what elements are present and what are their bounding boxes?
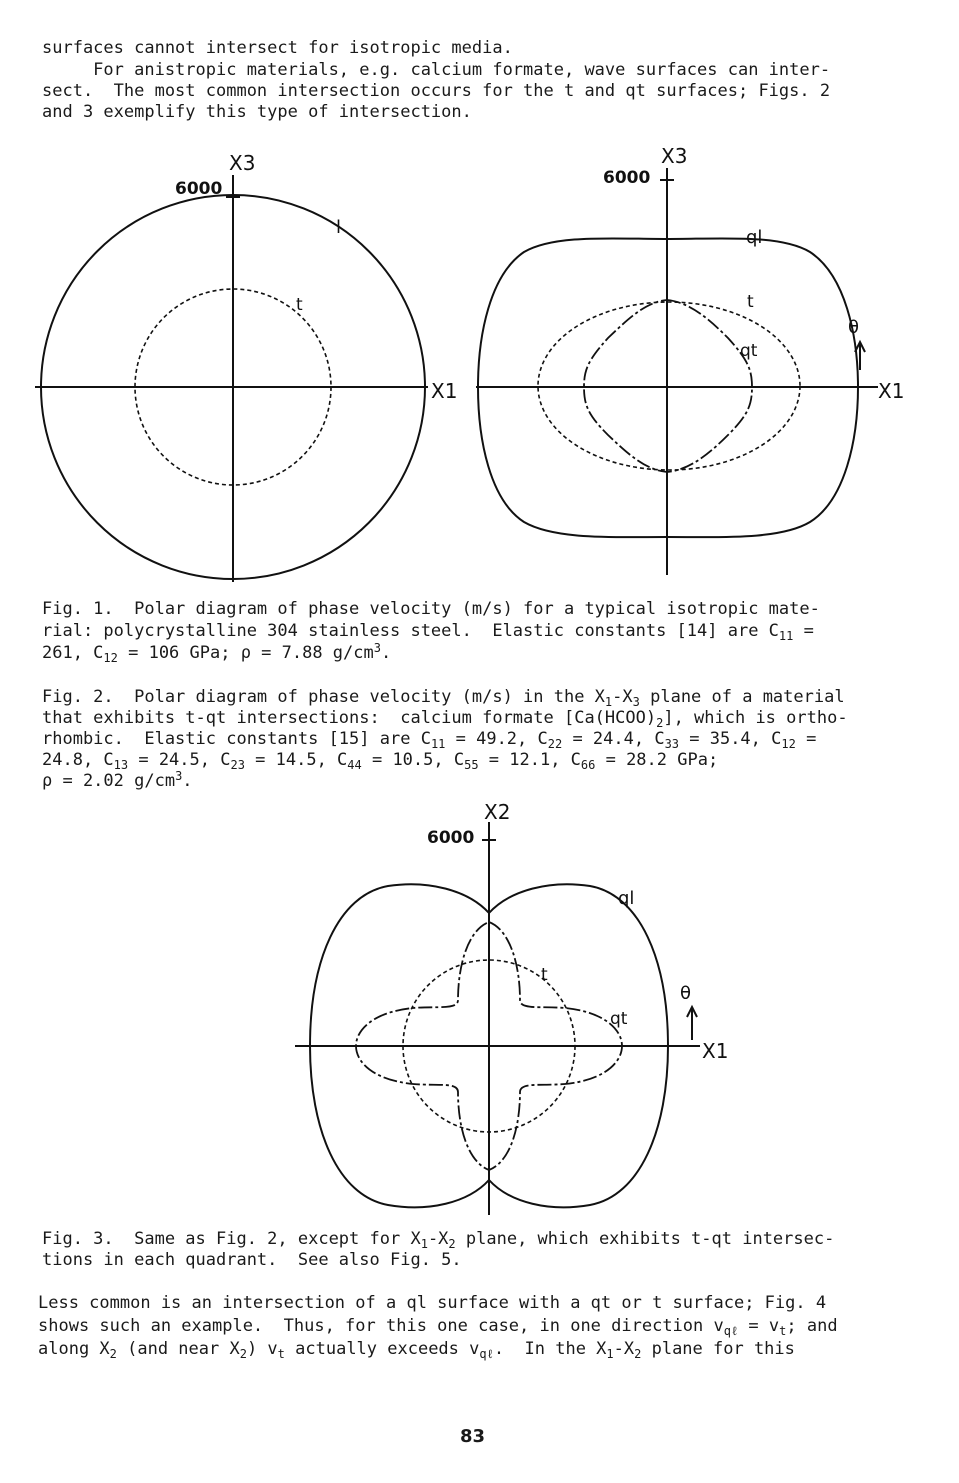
fig3-caption-line-1: Fig. 3. Same as Fig. 2, except for $X_1-X_2$ plane, which exhibits t-qt intersec- bbox=[42, 1229, 835, 1251]
fig3-axis-right-label: X1 bbox=[702, 1039, 729, 1063]
fig2-caption-line-3: rhombic. Elastic constants [15] are $C_{11} = 49.2$, $C_{22} = 24.4$, $C_{33} = 35.4$, $C_{12}$ = bbox=[42, 729, 817, 751]
fig3-ql-label: ql bbox=[618, 888, 635, 909]
fig1-l-label: l bbox=[336, 217, 342, 238]
intro-line-1: surfaces cannot intersect for isotropic media. bbox=[42, 38, 513, 58]
fig2-caption-line-4: 24.8, $C_{13} = 24.5$, $C_{23} = 14.5$, $C_{44} = 10.5$, $C_{55} = 12.1$, $C_{66} = 28.2$ GPa; bbox=[42, 750, 719, 772]
fig3-tick-label: 6000 bbox=[427, 828, 475, 848]
fig2-ql-label: ql bbox=[746, 227, 763, 248]
intro-line-3: sect. The most common intersection occurs for the t and qt surfaces; Figs. 2 bbox=[42, 81, 831, 101]
figure-2-polar-diagram bbox=[470, 140, 950, 590]
fig1-t-label: t bbox=[296, 295, 303, 315]
body-line-2: shows such an example. Thus, for this one case, in one direction $v_{q\ell} = v_t$; and bbox=[38, 1316, 838, 1338]
page-number: 83 bbox=[460, 1426, 486, 1447]
fig2-caption-line-2: that exhibits t-qt intersections: calcium formate $[Ca(HCOO)_2]$, which is ortho- bbox=[42, 708, 848, 730]
fig3-t-label: t bbox=[541, 965, 548, 985]
fig2-tick-label: 6000 bbox=[603, 168, 651, 188]
body-line-3: along $X_2$ (and near $X_2$) $v_t$ actually exceeds $v_{q\ell}$. In the $X_1-X_2$ plane for this bbox=[38, 1339, 795, 1361]
fig3-theta-label: θ bbox=[680, 983, 692, 1004]
body-line-1: Less common is an intersection of a ql surface with a qt or t surface; Fig. 4 bbox=[38, 1293, 827, 1313]
intro-line-4: and 3 exemplify this type of intersection. bbox=[42, 102, 472, 122]
fig1-axis-top-label: X3 bbox=[229, 151, 256, 175]
figure-1-polar-diagram bbox=[0, 140, 480, 590]
fig2-caption-line-5: ρ = 2.02 $g/cm^3$. bbox=[42, 769, 193, 791]
fig2-theta-label: θ bbox=[848, 317, 860, 338]
fig1-caption-line-1: Fig. 1. Polar diagram of phase velocity (m/s) for a typical isotropic mate- bbox=[42, 599, 820, 619]
fig3-axis-top-label: X2 bbox=[484, 800, 511, 824]
fig3-caption-line-2: tions in each quadrant. See also Fig. 5. bbox=[42, 1250, 462, 1270]
fig3-theta-arrow bbox=[687, 1007, 697, 1040]
fig2-t-label: t bbox=[747, 292, 754, 312]
intro-line-2: For anistropic materials, e.g. calcium formate, wave surfaces can inter- bbox=[42, 60, 831, 80]
fig2-qt-label: qt bbox=[740, 341, 758, 361]
fig2-axis-right-label: X1 bbox=[878, 379, 905, 403]
figure-3-polar-diagram bbox=[280, 790, 740, 1220]
fig1-axis-right-label: X1 bbox=[431, 379, 458, 403]
fig3-qt-label: qt bbox=[610, 1009, 628, 1029]
fig2-caption-line-1: Fig. 2. Polar diagram of phase velocity (m/s) in the $X_1-X_3$ plane of a material bbox=[42, 687, 845, 709]
fig1-caption-line-3: 261, $C_{12} = 106$ GPa; ρ = 7.88 $g/cm^3$. bbox=[42, 641, 392, 665]
fig2-axis-top-label: X3 bbox=[661, 144, 688, 168]
fig1-tick-label: 6000 bbox=[175, 179, 223, 199]
fig1-caption-line-2: rial: polycrystalline 304 stainless steel. Elastic constants [14] are $C_{11}$ = bbox=[42, 621, 814, 643]
